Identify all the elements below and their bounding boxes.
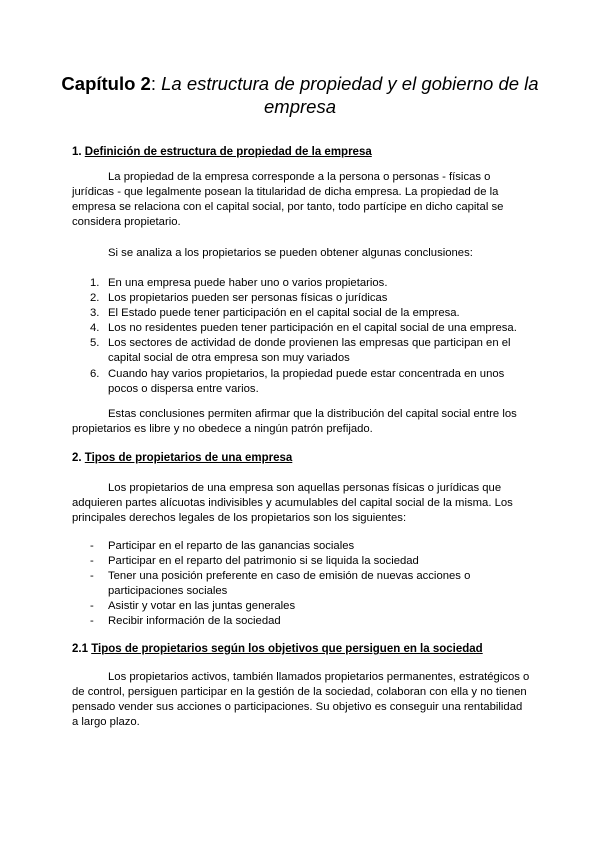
section-title: Tipos de propietarios de una empresa bbox=[84, 452, 293, 464]
list-number: 1. bbox=[90, 277, 100, 289]
list-number: 2. bbox=[90, 292, 100, 305]
conclusions-list bbox=[72, 276, 530, 397]
list-number: 5. bbox=[90, 337, 100, 350]
paragraph: Los propietarios activos, también llamados propietarios permanentes, estratégicos o de control, persiguen participar en la gestión de la sociedad, colaboran con ella y no tienen pensado vender sus acciones o participaciones. Su objetivo es conseguir una rentabilidad a largo plazo. bbox=[72, 671, 530, 729]
chapter-title-text: La estructura de propiedad y el gobierno de la empresa bbox=[161, 73, 539, 117]
list-bullet: - bbox=[90, 600, 94, 613]
list-item bbox=[72, 336, 530, 366]
list-item bbox=[72, 367, 530, 397]
list-item-text: Tener una posición preferente en caso de emisión de nuevas acciones o participaciones sociales bbox=[108, 570, 471, 598]
list-bullet: - bbox=[90, 555, 94, 568]
list-bullet: - bbox=[90, 615, 94, 628]
section-title: Definición de estructura de propiedad de la empresa bbox=[84, 146, 372, 158]
list-item bbox=[72, 306, 530, 321]
section-number: 1. bbox=[72, 146, 85, 158]
section-number: 2. bbox=[72, 452, 85, 464]
list-item-text: En una empresa puede haber uno o varios propietarios. bbox=[108, 277, 388, 289]
list-number: 4. bbox=[90, 322, 100, 335]
list-item-text: Cuando hay varios propietarios, la propiedad puede estar concentrada en unos pocos o dispersa entre varios. bbox=[108, 367, 505, 395]
paragraph: Estas conclusiones permiten afirmar que la distribución del capital social entre los propietarios es libre y no obedece a ningún patrón prefijado. bbox=[72, 408, 517, 436]
list-number: 6. bbox=[90, 367, 100, 380]
list-item-text: Los no residentes pueden tener participación en el capital social de una empresa. bbox=[108, 322, 517, 335]
list-item-text: Los propietarios pueden ser personas físicas o jurídicas bbox=[108, 292, 388, 305]
list-item bbox=[72, 291, 530, 306]
paragraph: La propiedad de la empresa corresponde a la persona o personas - físicas o jurídicas - que legalmente posean la titularidad de dicha empresa. La propiedad de la empresa se relaciona con el capital social, por tanto, todo partícipe en dicho capital se considera propietario. bbox=[72, 171, 504, 229]
list-item-text: Los sectores de actividad de donde provienen las empresas que participan en el capital social de otra empresa son muy variados bbox=[108, 337, 511, 365]
list-item-text: Recibir información de la sociedad bbox=[108, 615, 281, 628]
section-title: Tipos de propietarios según los objetivos que persiguen en la sociedad bbox=[91, 643, 483, 655]
subsection-heading bbox=[72, 642, 483, 657]
paragraph: Si se analiza a los propietarios se pueden obtener algunas conclusiones: bbox=[108, 247, 473, 259]
list-item-text: El Estado puede tener participación en el capital social de la empresa. bbox=[108, 307, 460, 320]
list-item-text: Participar en el reparto del patrimonio si se liquida la sociedad bbox=[108, 555, 419, 568]
list-bullet: - bbox=[90, 570, 94, 583]
paragraph: Los propietarios de una empresa son aquellas personas físicas o jurídicas que adquieren partes alícuotas indivisibles y acumulables del capital social de la misma. Los principales derechos legales de los propietarios son los siguientes: bbox=[72, 482, 513, 525]
list-bullet: - bbox=[90, 540, 94, 552]
list-item bbox=[72, 569, 530, 599]
chapter-label: Capítulo 2 bbox=[61, 73, 151, 94]
list-item-text: Asistir y votar en las juntas generales bbox=[108, 600, 296, 613]
list-item bbox=[72, 276, 530, 291]
list-number: 3. bbox=[90, 307, 100, 320]
section-heading bbox=[72, 451, 292, 466]
list-item bbox=[72, 599, 530, 614]
list-item-text: Participar en el reparto de las ganancias sociales bbox=[108, 540, 355, 552]
list-item bbox=[72, 539, 530, 554]
list-item bbox=[72, 321, 530, 336]
list-item bbox=[72, 614, 530, 629]
rights-list bbox=[72, 539, 530, 630]
chapter-title bbox=[60, 72, 540, 118]
list-item bbox=[72, 554, 530, 569]
section-number: 2.1 bbox=[72, 643, 92, 655]
title-separator: : bbox=[150, 73, 162, 94]
section-heading bbox=[72, 145, 372, 160]
